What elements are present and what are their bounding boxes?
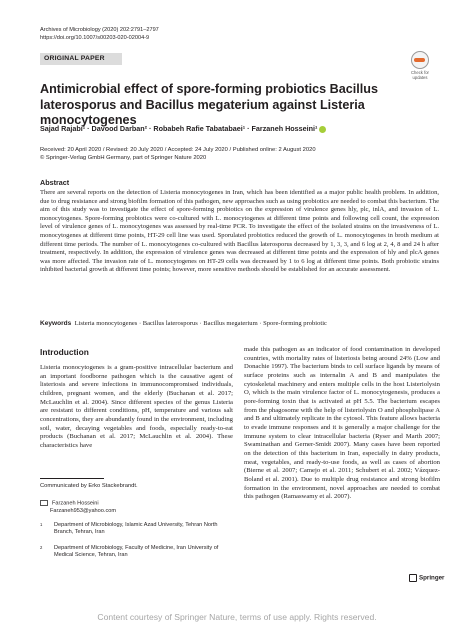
mail-icon <box>40 500 48 506</box>
keywords-line <box>40 320 439 329</box>
copyright-line: © Springer-Verlag GmbH Germany, part of Springer Nature 2020 <box>40 155 207 161</box>
communicated-by: Communicated by Erko Stackebrandt. <box>40 483 138 489</box>
keywords-text: Listeria monocytogenes · Bacillus laterosporus · Bacillus megaterium · Spore-forming probiotic <box>74 320 327 327</box>
corr-name: Farzaneh Hosseini <box>52 500 99 507</box>
aff1-number: 1 <box>40 522 43 527</box>
springer-horse-icon <box>409 574 417 582</box>
badge-label: ORIGINAL PAPER <box>44 55 105 62</box>
footnote-divider <box>40 478 104 479</box>
check-updates-button[interactable] <box>407 51 433 80</box>
article-title: Antimicrobial effect of spore-forming probiotics Bacillus laterosporus and Bacillus megaterium against Listeria monocytogenes <box>40 82 378 127</box>
check-updates-icon <box>411 51 429 69</box>
aff2-text: Department of Microbiology, Faculty of Medicine, Iran University of Medical Science, Tehran, Iran <box>54 545 219 559</box>
keywords-label: Keywords <box>40 320 72 327</box>
journal-citation: Archives of Microbiology (2020) 202:2791–2797 <box>40 27 159 33</box>
abstract-heading: Abstract <box>40 178 70 187</box>
intro-left-column: Listeria monocytogenes is a gram-positive intracellular bacterium and an important foodborne pathogen which is the causative agent of listeriosis and severe infections in immunocompromised individuals, children, pregnant women, and the elderly (Buchanan et al. 2017; McLauchlin et al. 2004). Since different species of the genus Listeria are resistant to different conditions, pH, temperature and various salt concentrations, they are abundantly found in the environment, including soil, water, decaying vegetables and foods, especially ready-to-eat products (Buchanan et al. 2017; McLauchlin et al. 2004). These characteristics have <box>40 364 233 449</box>
section-heading-introduction: Introduction <box>40 347 89 357</box>
aff2-number: 2 <box>40 545 43 550</box>
affiliation-1 <box>40 522 233 537</box>
intro-right-column: made this pathogen as an indicator of food contamination in developed countries, with mortality rates of listeriosis being around 24% (Low and Donachie 1997). The bacterium binds to cell surface ligands by means of surface proteins such as internalin A and B and manipulates the cytoskeletal machinery and enters multiple cells in the host Listeriolysin O, which is the main virulence factor of L. monocytogenesis, produces a pore-forming toxin that is activated at pH 5.5. The bacterium escapes from the phagosome with the help of listeriolysin O and phospholipase A and B and ultimately replicate in the cytosol. This feature allows bacteria to evade immune responses and it is generally a major challenge for the immune system to clear intracellular bacteria (Ryser and Marth 2007; Swaminathan and Gerner-Smidt 2007). Many cases have been reported on the detection of this bacterium in Iran, especially in dairy products, meat, vegetables, and ready-to-use foods, as well as cases of abortion (Bierne et al. 2007; Camejo et al. 2011; Schubert et al. 2002; Vázquez-Boland et al. 2001). Due to multiple drug resistance and strong biofilm formation in the environment, novel approaches are needed to combat this pathogen (Ramaswamy et al. 2007). <box>244 346 440 501</box>
doi-link[interactable]: https://doi.org/10.1007/s00203-020-02004-9 <box>40 34 150 41</box>
author-list <box>40 124 326 133</box>
courtesy-footer: Content courtesy of Springer Nature, terms of use apply. Rights reserved. <box>97 612 377 622</box>
article-type-badge <box>40 53 122 65</box>
affiliation-2 <box>40 545 233 560</box>
publisher-name: Springer <box>419 574 445 582</box>
corr-email[interactable]: Farzaneh953@yahoo.com <box>50 508 117 515</box>
orcid-icon[interactable] <box>319 126 326 133</box>
corresponding-author <box>40 500 233 516</box>
abstract-body: There are several reports on the detection of Listeria monocytogenes in Iran, which has been identified as a major public health problem. In addition, due to drug resistance and strong biofilm formation of this pathogen, new approaches such as using probiotics are needed to combat this bacterium. The aim of this study was to investigate the effect of spore-forming probiotics on the expression of virulence genes hly, plc, inlA, and invasion of L. monocytogenes. Spore-forming probiotics were co-cultured with L. monocytogenes at different time points and following cell count, the expression level of virulence genes of L. monocytogenes was assessed by real-time PCR. To investigate the effect of the isolated strains on the invasiveness of L. monocytogenes at different time points, HT-29 cell line was used. Sporulated probiotics reduced the growth of L. monocytogenes in broth medium at different time periods. The number of L. monocytogenes co-cultured with Bacillus laterosporus decreased by 1, 3, 3, and 6 log at 2, 4, 8 and 24 h after treatment, respectively. In addition, the expression of virulence genes was decreased at different time points and the expression of hly and plcA genes was more affected. The invasion rate of L. monocytogenes on HT-29 cells was decreased by 1 to 6 log at different time points. Both probiotic strains inhibited bacterial growth at different time points; however, more sensitive methods should be established for an accurate assessment. <box>40 189 439 274</box>
check-updates-label: Check for updates <box>411 70 429 80</box>
authors-text: Sajad Rajabi¹ · Davood Darban² · Robabeh Rafie Tabatabaei¹ · Farzaneh Hosseini¹ <box>40 124 318 133</box>
article-history <box>40 146 316 162</box>
aff1-text: Department of Microbiology, Islamic Azad University, Tehran North Branch, Tehran, Iran <box>54 522 218 536</box>
journal-header <box>40 27 159 42</box>
history-dates: Received: 20 April 2020 / Revised: 20 July 2020 / Accepted: 24 July 2020 / Published online: 2 August 2020 <box>40 147 316 153</box>
publisher-logo <box>409 574 444 582</box>
